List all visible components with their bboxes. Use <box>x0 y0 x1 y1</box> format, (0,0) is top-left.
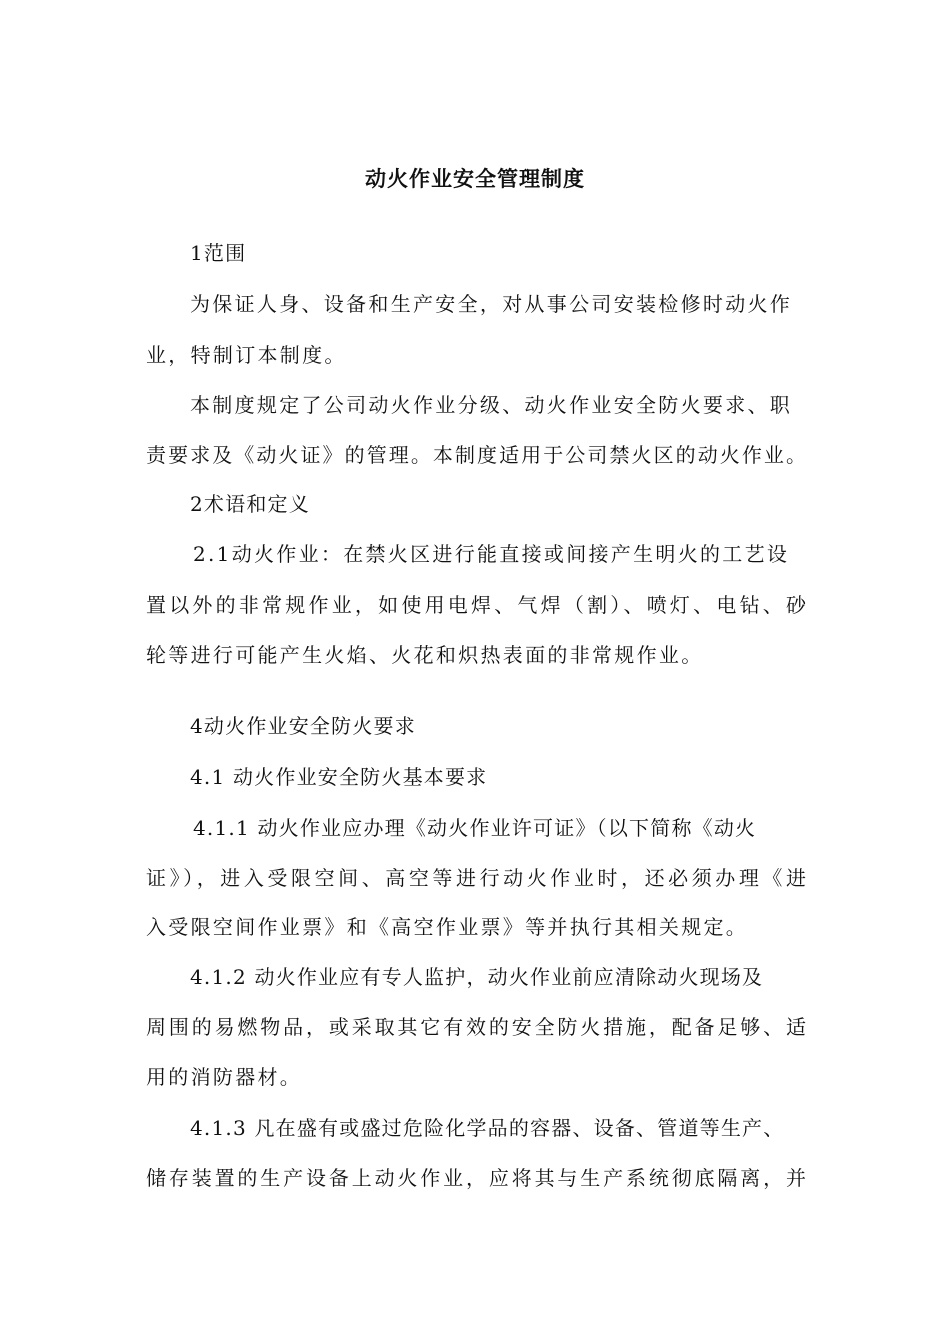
paragraph-line: 4.1.3 凡在盛有或盛过危险化学品的容器、设备、管道等生产、 <box>190 1116 785 1140</box>
paragraph-line: 本制度规定了公司动火作业分级、动火作业安全防火要求、职 <box>190 393 793 417</box>
section-heading-terms: 2术语和定义 <box>190 492 310 516</box>
section-heading-requirements: 4动火作业安全防火要求 <box>190 714 416 738</box>
document-title: 动火作业安全管理制度 <box>365 167 585 191</box>
paragraph-line: 周围的易燃物品，或采取其它有效的安全防火措施，配备足够、适 <box>146 1015 806 1039</box>
paragraph-line: 置以外的非常规作业，如使用电焊、气焊（割）、喷灯、电钻、砂 <box>146 593 806 617</box>
paragraph-line: 证》），进入受限空间、高空等进行动火作业时，还必须办理《进 <box>146 866 806 890</box>
paragraph-line: 2.1动火作业：在禁火区进行能直接或间接产生明火的工艺设 <box>193 542 790 566</box>
paragraph-line: 为保证人身、设备和生产安全，对从事公司安装检修时动火作 <box>190 292 793 316</box>
subsection-heading: 4.1 动火作业安全防火基本要求 <box>190 765 488 789</box>
paragraph-line: 业，特制订本制度。 <box>146 343 347 367</box>
paragraph-line: 责要求及《动火证》的管理。本制度适用于公司禁火区的动火作业。 <box>146 443 806 467</box>
paragraph-line: 轮等进行可能产生火焰、火花和炽热表面的非常规作业。 <box>146 643 704 667</box>
section-heading-scope: 1范围 <box>190 241 247 265</box>
paragraph-line: 储存装置的生产设备上动火作业，应将其与生产系统彻底隔离，并 <box>146 1166 806 1190</box>
paragraph-line: 4.1.2 动火作业应有专人监护，动火作业前应清除动火现场及 <box>190 965 764 989</box>
paragraph-line: 入受限空间作业票》和《高空作业票》等并执行其相关规定。 <box>146 915 749 939</box>
paragraph-line: 用的消防器材。 <box>146 1065 303 1089</box>
paragraph-line: 4.1.1 动火作业应办理《动火作业许可证》（以下简称《动火 <box>193 816 757 840</box>
